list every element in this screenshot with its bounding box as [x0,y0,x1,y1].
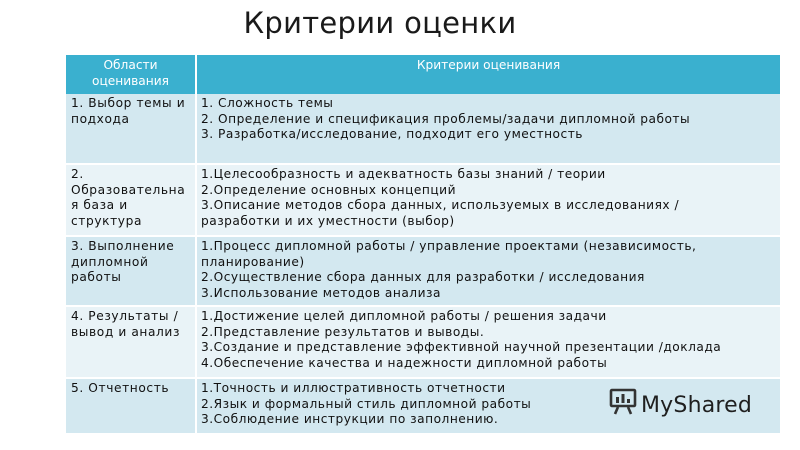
table-header-row [66,55,780,94]
area-cell: 4. Результаты / вывод и анализ [66,306,196,378]
criteria-item: 1.Целесообразность и адекватность базы знаний / теории [201,167,606,181]
criteria-item: 2. Определение и спецификация проблемы/задачи дипломной работы [201,111,691,126]
criteria-item: 1.Достижение целей дипломной работы / решения задачи [201,309,607,323]
area-cell: 5. Отчетность [66,378,196,434]
area-cell: 2. Образовательна я база и структура [66,164,196,236]
page-title: Критерии оценки [243,6,517,40]
header-criteria: Критерии оценивания [196,55,780,94]
criteria-cell [196,94,780,164]
criteria-item: 2.Осуществление сбора данных для разработки / исследования [201,270,645,284]
criteria-item: 1.Точность и иллюстративность отчетности [201,381,506,395]
area-cell: 1. Выбор темы и подхода [66,94,196,164]
criteria-item: 2.Представление результатов и выводы. [201,324,485,339]
header-areas: Области оценивания [66,55,196,94]
table-row [66,306,780,378]
watermark [609,388,752,422]
criteria-item: 2.Определение основных концепций [201,182,457,197]
criteria-table [66,55,780,435]
criteria-item: 3.Использование методов анализа [201,285,441,300]
table-row [66,236,780,306]
criteria-cell [196,306,780,378]
criteria-item: 3. Разработка/исследование, подходит его уместность [201,127,583,141]
watermark-text: MyShared [641,392,753,418]
criteria-item: 3.Создание и представление эффективной научной презентации /доклада [201,340,722,354]
criteria-item: 2.Язык и формальный стиль дипломной работы [201,396,532,411]
criteria-cell [196,236,780,306]
table-row [66,164,780,236]
criteria-cell [196,164,780,236]
criteria-item: разработки и их уместности (выбор) [201,213,455,228]
criteria-item: 3.Соблюдение инструкции по заполнению. [201,412,499,426]
area-cell: 3. Выполнение дипломной работы [66,236,196,306]
presentation-board-icon [609,388,641,422]
table-row [66,94,780,164]
criteria-item: 4.Обеспечение качества и надежности дипломной работы [201,355,608,370]
criteria-item: 1.Процесс дипломной работы / управление проектами (независимость, [201,239,697,253]
criteria-item: 1. Сложность темы [201,96,334,110]
criteria-item: 3.Описание методов сбора данных, используемых в исследованиях / [201,198,680,212]
criteria-item: планирование) [201,254,305,269]
